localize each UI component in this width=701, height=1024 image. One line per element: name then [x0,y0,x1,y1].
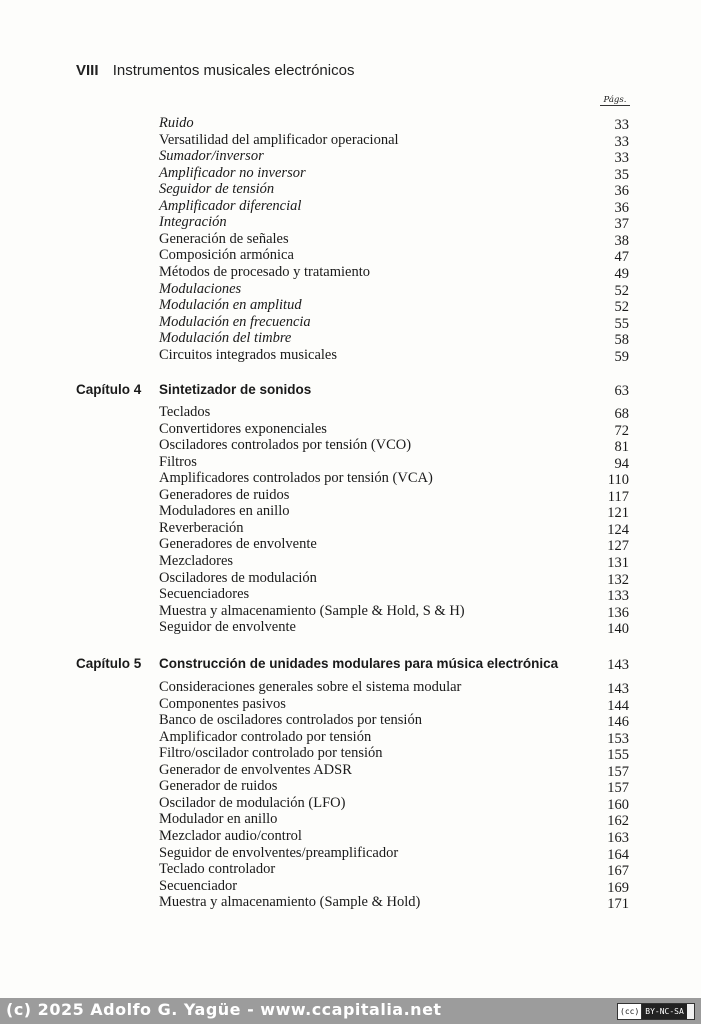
toc-entry-page: 33 [614,117,629,133]
toc-entry-label: Osciladores controlados por tensión (VCO) [159,437,412,454]
page-header [76,62,354,79]
toc-entry-label: Osciladores de modulación [159,569,317,586]
license-type: BY-NC-SA [642,1004,687,1019]
toc-entry-page: 72 [614,422,629,439]
chapter-number: Capítulo 5 [76,656,142,671]
toc-entry-label: Generadores de ruidos [159,486,290,503]
toc-entry-page: 157 [607,780,629,797]
toc-entry-page: 132 [607,571,629,588]
toc-entry-page: 155 [607,747,629,764]
toc-entry-label: Filtros [159,453,197,470]
toc-entry-label: Generación de señales [159,230,289,247]
toc-entry-page: 36 [614,183,629,200]
toc-entry-label: Generadores de envolvente [159,536,317,553]
toc-entry-label: Oscilador de modulación (LFO) [159,794,346,811]
toc-entry-label: Generador de envolventes ADSR [159,761,352,778]
toc-entry-page: 136 [607,604,629,621]
pages-column-label: Págs. [600,95,630,106]
toc-entry-label: Seguidor de envolventes/preamplificador [159,844,399,861]
running-title: Instrumentos musicales electrónicos [112,62,355,79]
toc-entry-page: 35 [614,166,629,183]
toc-entry-page: 124 [607,521,629,538]
toc-entry-label: Mezclador audio/control [159,827,302,844]
toc-entry-page: 58 [614,332,629,349]
toc-entry-label: Generador de ruidos [159,778,278,795]
chapter-title: Construcción de unidades modulares para música electrónica [159,656,559,671]
toc-entry-label: Versatilidad del amplificador operacional [159,131,399,148]
toc-entry-page: 144 [607,697,629,714]
chapter-number: Capítulo 4 [76,382,142,397]
toc-entry-label: Teclado controlador [159,861,276,878]
toc-entry-label: Composición armónica [159,247,294,264]
toc-entry-label: Integración [159,214,227,231]
cc-logo: (cc) [618,1004,642,1019]
license-badge[interactable] [617,1003,695,1020]
toc-entry-label: Amplificadores controlados por tensión (VCA) [159,470,433,487]
toc-entry-page: 55 [614,315,629,332]
toc-entry-label: Modulación en amplitud [159,297,302,314]
toc-entry-label: Ruido [159,115,194,131]
toc-entry-label: Seguidor de envolvente [159,619,296,636]
toc-entry-label: Modulaciones [159,280,242,297]
toc-entry-page: 52 [614,299,629,316]
toc-entry-label: Secuenciadores [159,586,250,603]
toc-entry-page: 163 [607,829,629,846]
toc-entry-label: Amplificador no inversor [159,164,306,181]
toc-entry-page: 33 [614,150,629,167]
toc-entry-page: 49 [614,265,629,282]
toc-entry-label: Muestra y almacenamiento (Sample & Hold) [159,894,421,911]
toc-entry-page: 157 [607,763,629,780]
toc-entry-page: 52 [614,282,629,299]
page-number-roman: VIII [76,62,99,79]
toc-entry-page: 153 [607,730,629,747]
toc-entry-page: 81 [614,439,629,456]
toc-entry-label: Modulador en anillo [159,811,278,828]
toc-entry-page: 131 [607,554,629,571]
toc-entry-label: Convertidores exponenciales [159,420,327,437]
toc-entry-page: 117 [607,488,629,505]
toc-entry-page: 59 [614,348,629,365]
toc-entry-label: Amplificador controlado por tensión [159,728,372,745]
toc-entry-label: Modulación del timbre [159,330,292,347]
chapter-page: 63 [614,383,629,399]
toc-entry-page: 36 [614,199,629,216]
toc-entry-page: 162 [607,813,629,830]
toc-entry-page: 169 [607,879,629,896]
toc-entry-page: 164 [607,846,629,863]
chapter-title: Sintetizador de sonidos [159,382,312,397]
toc-entry-label: Teclados [159,404,211,420]
toc-entry-page: 38 [614,232,629,249]
toc-entry-page: 110 [607,472,629,489]
toc-entry-page: 133 [607,588,629,605]
toc-entry-page: 68 [614,406,629,422]
toc-entry-label: Amplificador diferencial [159,197,302,214]
chapter-page: 143 [607,657,629,673]
toc-entry-label: Mezcladores [159,552,234,569]
toc-entry-label: Circuitos integrados musicales [159,346,337,363]
toc-entry-label: Filtro/oscilador controlado por tensión [159,745,383,762]
toc-entry-label: Consideraciones generales sobre el sistema modular [159,679,462,695]
toc-entry-page: 37 [614,216,629,233]
toc-entry-label: Reverberación [159,519,244,536]
toc-entry-label: Modulación en frecuencia [159,313,311,330]
toc-entry-page: 33 [614,133,629,150]
toc-entry-page: 167 [607,863,629,880]
toc-entry-label: Componentes pasivos [159,695,286,712]
toc-entry-page: 47 [614,249,629,266]
toc-entry-label: Secuenciador [159,877,238,894]
toc-entry-page: 127 [607,538,629,555]
toc-entry-label: Seguidor de tensión [159,181,275,198]
toc-entry-label: Métodos de procesado y tratamiento [159,263,370,280]
toc-entry-label: Muestra y almacenamiento (Sample & Hold, S & H) [159,602,465,619]
toc-entry-page: 94 [614,455,629,472]
toc-entry-page: 146 [607,714,629,731]
toc-entry-page: 160 [607,796,629,813]
toc-entry-label: Banco de osciladores controlados por tensión [159,712,422,729]
copyright-text: (c) 2025 Adolfo G. Yagüe - www.ccapitalia.net [6,1000,442,1019]
toc-entry-page: 121 [607,505,629,522]
toc-entry-page: 171 [607,896,629,913]
toc-entry-page: 140 [607,621,629,638]
toc-entry-page: 143 [607,681,629,697]
toc-entry-label: Moduladores en anillo [159,503,290,520]
toc-entry-label: Sumador/inversor [159,148,264,165]
watermark-footer [0,998,701,1024]
